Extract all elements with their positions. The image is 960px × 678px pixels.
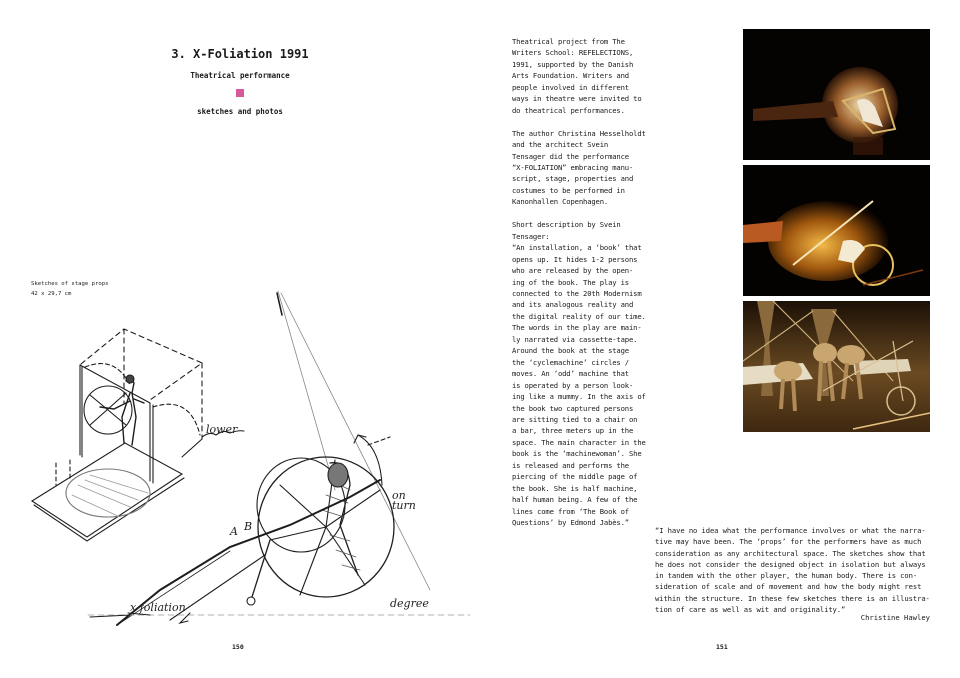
project-description: Theatrical project from The Writers School: REFELECTIONS, 1991, supported by the Danish Arts Foundation. Writers and people involved in different ways in theatre were invited to do theatrical performances. The author Christina Hesselholdt and the architect Svein Tensager did the performance “X-FOLIATION” embracing manu- script, stage, properties and costumes to be performed in Kanonhallen Copenhagen. Short description by Svein Tensager: “An installation, a ‘book’ that opens up. It hides 1-2 persons who are released by the open- ing of the book. The play is connected to the 20th Modernism and its analogous reality and the digital reality of our time. The words in the play are main- ly narrated via cassette-tape. Around the book at the stage the ‘cyclemachine’ circles / moves. An ‘odd’ machine that is operated by a person look- ing like a mummy. In the axis of the book two captured persons are sitting tied to a chair on a bar, three meters up in the space. The main character in the book is the ‘machinewoman’. She is released and performs the piercing of the middle page of the book. She is half machine, half human being. A few of the lines come from ‘The Book of Questions’ by Edmond Jabès.” [512,37,646,528]
sketch-label-on: on [392,489,406,502]
stage-photo-spotlight [743,29,930,160]
critic-quote: “I have no idea what the performance involves or what the narra- tive may have been. The ‘props’ for the performers have as much consideration as any architectural space. The sketches show that he does not consider the designed object in isolation but always in tandem with the other player, the human body. There is con- sideration of scale and of movement and how the body might rest within the structure. In these few sketches there is an illustra- tion of care as well as wit and originality.” [655,526,930,615]
page-number-right: 151 [716,643,728,651]
stage-photo-performers [743,301,930,432]
cyclemachine-drawing [88,291,470,625]
sketch-label-degree: degree [390,597,429,610]
sketch-label-a: A [230,525,238,538]
page-number-left: 150 [232,643,244,651]
section-label: sketches and photos [197,107,283,116]
sketch-label-foliation: x-foliation [130,601,186,614]
page-subtitle: Theatrical performance [190,71,290,80]
caption-title: Sketches of stage props [31,281,109,287]
stage-props-sketch [30,285,470,630]
sketch-label-b: B [244,520,253,533]
sketch-label-lower: lower [206,423,238,436]
caption-dimensions: 42 x 29,7 cm [31,291,72,297]
sketch-label-turn: turn [392,499,416,512]
accent-square [236,89,244,97]
quote-author: Christine Hawley [860,613,930,622]
stage-photo-cyclemachine [743,165,930,296]
page-title: 3. X-Foliation 1991 [171,47,309,61]
